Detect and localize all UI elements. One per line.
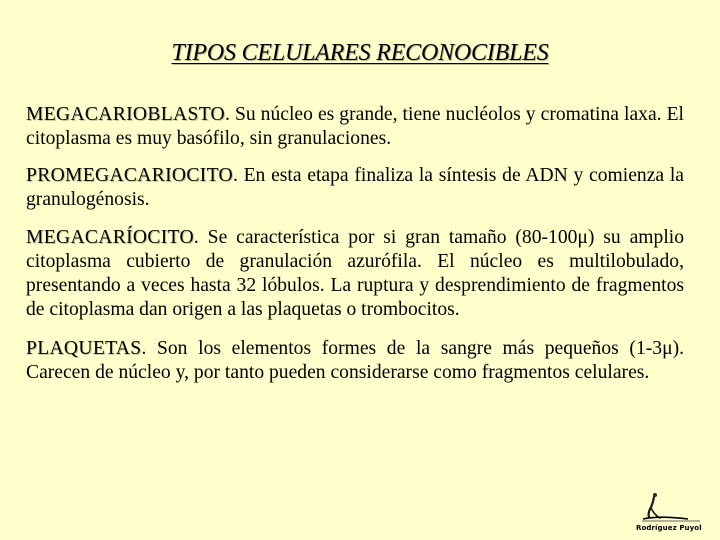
author-figure-icon xyxy=(638,492,710,524)
term-promegacariocito: PROMEGACARIOCITO xyxy=(26,165,233,186)
slide-content xyxy=(26,103,684,398)
paragraph-megacariocito xyxy=(26,226,684,322)
paragraph-megacarioblasto xyxy=(26,103,684,151)
term-plaquetas: PLAQUETAS xyxy=(26,338,142,359)
author-logo-caption: Rodríguez Puyol xyxy=(636,524,702,532)
description-promegacariocito: . En esta etapa finaliza la síntesis de ADN y comienza la granulogénosis. xyxy=(26,165,684,210)
slide-title: TIPOS CELULARES RECONOCIBLES xyxy=(171,40,549,66)
term-megacariocito: MEGACARÍOCITO xyxy=(26,227,194,248)
description-megacariocito: . Se característica por si gran tamaño (80-100μ) su amplio citoplasma cubierto de granulación azurófila. El núcleo es multilobulado, presentando a veces hasta 32 lóbulos. La ruptura y desprendimiento de fragmentos de citoplasma dan origen a las plaquetas o trombocitos. xyxy=(26,227,684,320)
description-plaquetas: . Son los elementos formes de la sangre más pequeños (1-3μ). Carecen de núcleo y, por tanto pueden considerarse como fragmentos celulares. xyxy=(26,338,684,383)
paragraph-promegacariocito xyxy=(26,164,684,212)
term-megacarioblasto: MEGACARIOBLASTO xyxy=(26,104,226,125)
description-megacarioblasto: . Su núcleo es grande, tiene nucléolos y cromatina laxa. El citoplasma es muy basófilo, sin granulaciones. xyxy=(26,104,684,149)
paragraph-plaquetas xyxy=(26,337,684,385)
author-logo xyxy=(636,492,712,532)
